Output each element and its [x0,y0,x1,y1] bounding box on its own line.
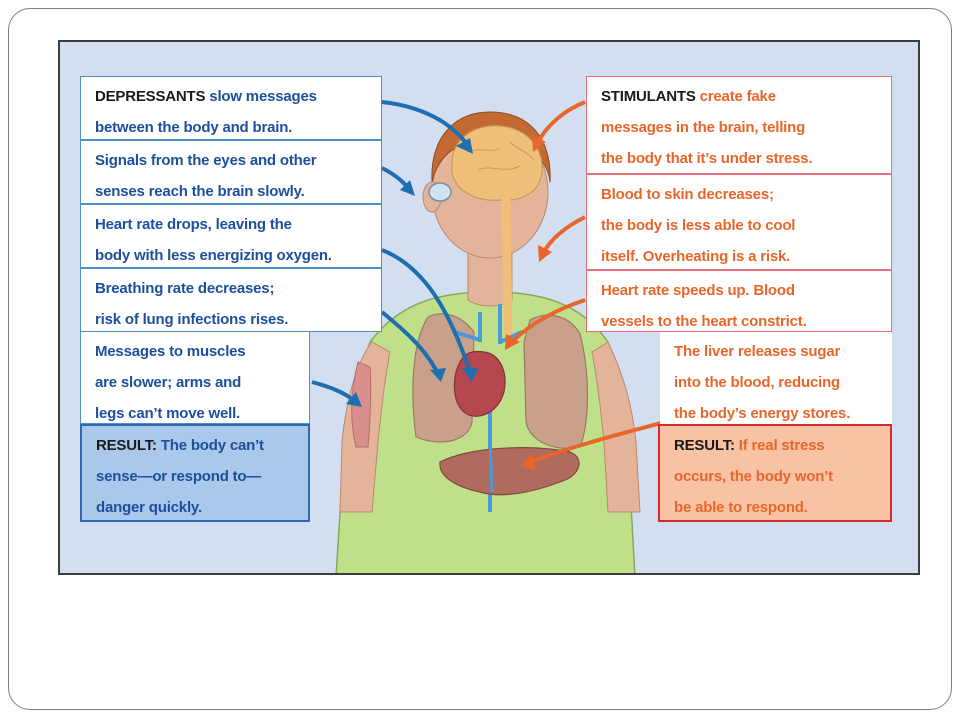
stimulants-heart-line-1: Heart rate speeds up. Blood [601,282,795,299]
stimulants-liver-line-2: into the blood, reducing [674,374,841,391]
depressants-breathing-box [80,268,382,332]
stimulants-intro-box [586,76,892,174]
depressants-senses-line-1: Signals from the eyes and other [95,152,317,169]
stimulants-intro-line-3: the body that it’s under stress. [601,150,813,167]
depressants-label: DEPRESSANTS [95,88,206,105]
stimulants-result-box [658,424,892,522]
stimulants-liver-line-1: The liver releases sugar [674,343,841,360]
depressants-heart-box [80,204,382,268]
depressants-breathing-line-1: Breathing rate decreases; [95,280,275,297]
depressants-muscles-line-2: are slower; arms and [95,374,242,391]
right-lung [524,315,588,448]
depressants-intro-line-2: between the body and brain. [95,119,293,136]
depressants-intro-line-1: slow messages [205,88,317,105]
stimulants-result-line-3: be able to respond. [674,499,808,516]
depressants-heart-line-2: body with less energizing oxygen. [95,247,332,264]
brain [452,126,542,200]
depressants-heart-line-1: Heart rate drops, leaving the [95,216,292,233]
glasses-icon [429,183,451,201]
spinal-cord [506,200,508,332]
depressants-senses-line-2: senses reach the brain slowly. [95,183,305,200]
depressants-result-line-2: sense—or respond to— [96,468,262,485]
depressants-result-line-1: The body can’t [156,437,264,454]
depressants-breathing-line-2: risk of lung infections rises. [95,311,289,328]
stimulants-liver-box [660,332,892,424]
depressants-senses-box [80,140,382,204]
stimulants-result-label: RESULT: [674,437,735,454]
stimulants-skin-line-2: the body is less able to cool [601,217,796,234]
stimulants-heart-box [586,270,892,332]
stimulants-intro-line-2: messages in the brain, telling [601,119,806,136]
depressants-muscles-box [80,332,310,424]
depressants-result-box [80,424,310,522]
shirt [336,292,635,575]
stimulants-result-line-1: If real stress [734,437,825,454]
depressants-result-line-3: danger quickly. [96,499,202,516]
stimulants-skin-line-3: itself. Overheating is a risk. [601,248,791,265]
stimulants-label: STIMULANTS [601,88,696,105]
stimulants-intro-line-1: create fake [695,88,776,105]
depressants-muscles-line-1: Messages to muscles [95,343,246,360]
depressants-muscles-line-3: legs can’t move well. [95,405,241,422]
stimulants-heart-line-2: vessels to the heart constrict. [601,313,807,330]
stimulants-skin-box [586,174,892,270]
depressants-intro-box [80,76,382,140]
body-effects-figure [58,40,920,575]
depressants-result-label: RESULT: [96,437,157,454]
stimulants-liver-line-3: the body’s energy stores. [674,405,851,422]
stimulants-skin-line-1: Blood to skin decreases; [601,186,774,203]
stimulants-result-line-2: occurs, the body won’t [674,468,833,485]
